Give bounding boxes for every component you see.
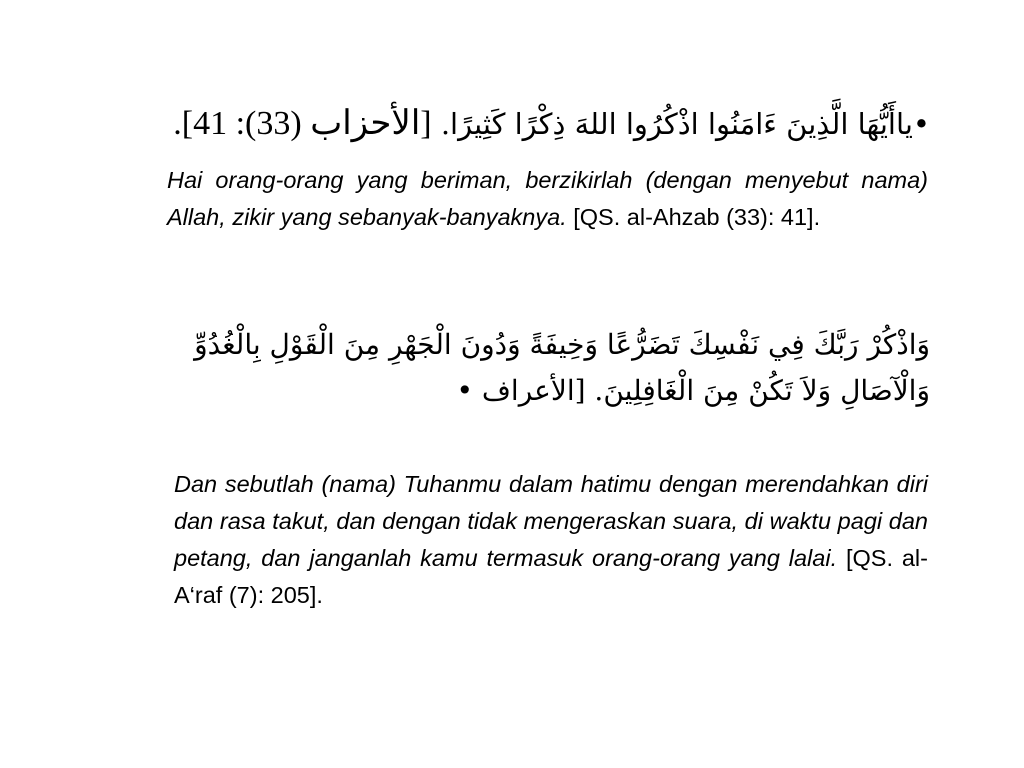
verse1-citation: [QS. al-Ahzab (33): 41]. — [573, 204, 821, 230]
verse2-translation-text: Dan sebutlah (nama) Tuhanmu dalam hatimu dengan merendahkan diri dan rasa takut, dan dengan tidak mengeraskan suara, di waktu pagi dan petang, dan janganlah kamu termasuk orang-orang yang lalai. — [174, 471, 928, 571]
verse1-arabic-reference: [الأحزاب (33): 41]. — [173, 105, 432, 142]
verse1-arabic-text: ياأَيُّهَا الَّذِينَ ءَامَنُوا اذْكُرُوا اللهَ ذِكْرًا كَثِيرًا. — [440, 107, 913, 141]
bullet-icon: • — [912, 107, 930, 141]
verse2-citation: [QS. al-A‘raf (7): 205]. — [174, 545, 928, 608]
verse2-arabic-text: وَاذْكُرْ رَبَّكَ فِي نَفْسِكَ تَضَرُّعًا وَخِيفَةً وَدُونَ الْجَهْرِ مِنَ الْقَوْلِ بِالْغُدُوِّ وَالْآصَالِ وَلاَ تَكُنْ مِنَ الْغَافِلِينَ. [الأعراف — [194, 328, 930, 407]
verse1-translation-text: Hai orang-orang yang beriman, berzikirlah (dengan menyebut nama) Allah, zikir yang sebanyak-banyaknya. — [167, 167, 928, 230]
verse1-arabic-line — [140, 96, 930, 156]
verse1-translation — [167, 162, 928, 236]
verse2-translation — [174, 466, 928, 614]
bullet-icon: • — [456, 374, 473, 407]
verse2-arabic-line — [160, 322, 930, 414]
